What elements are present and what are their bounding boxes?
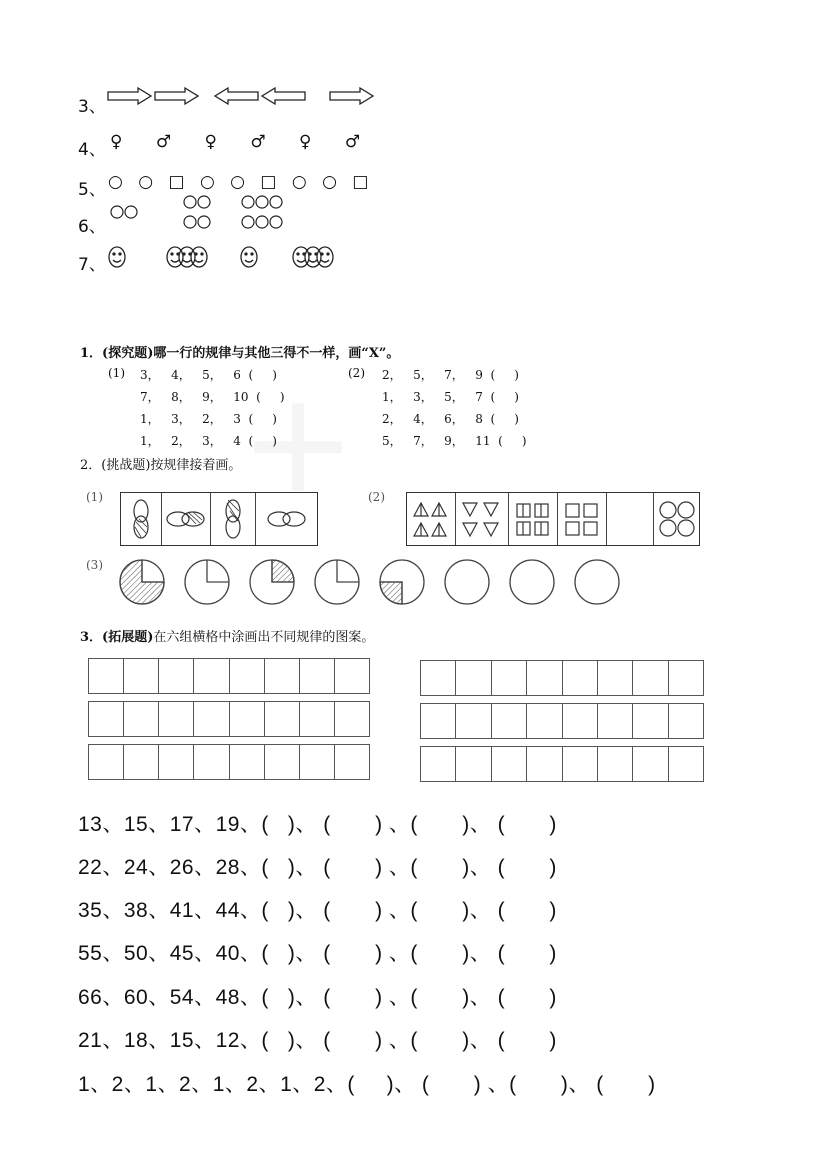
- q1-right-row: 5， 7， 9， 11 ( ): [382, 434, 527, 448]
- pattern-cell: [256, 493, 317, 545]
- q2-pattern-1-frame: [120, 492, 318, 546]
- q1-text: 哪一行的规律与其他三得不一样，画“X”。: [153, 346, 400, 361]
- sequence-row: 55、50、45、40、( )、 ( ) 、( )、 ( ): [78, 942, 557, 965]
- q1-left-label: (1): [108, 366, 125, 380]
- pattern-cell: [654, 493, 699, 545]
- pattern-cell-blank: [607, 493, 654, 545]
- pattern-cell: [121, 493, 162, 545]
- pattern-cell: [558, 493, 607, 545]
- q1-tag: (探究题): [102, 346, 154, 361]
- q1-right-row: 1， 3， 5， 7 ( ): [382, 390, 519, 404]
- gender-symbols: ♀ ♂ ♀ ♂ ♀ ♂: [110, 132, 375, 152]
- q1-left-row: 1， 2， 3， 4 ( ): [140, 434, 277, 448]
- item-7-number: 7、: [78, 255, 106, 275]
- answer-grid[interactable]: [420, 703, 704, 739]
- pie-circle: [315, 560, 359, 604]
- item-4-number: 4、: [78, 140, 106, 160]
- pie-circle: [380, 560, 424, 604]
- circle-groups: [105, 192, 295, 234]
- item-3-number: 3、: [78, 97, 106, 117]
- smiley-icon: [241, 247, 257, 267]
- left-arrow-icon: [262, 88, 305, 104]
- smiley-icon: [109, 247, 125, 267]
- q2-label-2: (2): [368, 490, 385, 504]
- sequence-row: 21、18、15、12、( )、 ( ) 、( )、 ( ): [78, 1029, 557, 1052]
- q1-left-row: 3， 4， 5， 6 ( ): [140, 368, 277, 382]
- pattern-cell: [509, 493, 558, 545]
- sequence-row: 1、2、1、2、1、2、1、2、( )、 ( ) 、( )、 ( ): [78, 1073, 656, 1096]
- item-5-number: 5、: [78, 180, 106, 200]
- q1-left-row: 7， 8， 9， 10 ( ): [140, 390, 285, 404]
- answer-grid[interactable]: [420, 660, 704, 696]
- smiley-icon: [191, 247, 207, 267]
- q3-number: 3．: [80, 630, 103, 645]
- pattern-cell: [211, 493, 256, 545]
- answer-grid[interactable]: [420, 746, 704, 782]
- answer-grid[interactable]: [88, 701, 370, 737]
- smiley-groups: [105, 244, 345, 272]
- answer-grid[interactable]: [88, 658, 370, 694]
- right-arrow-icon: [108, 88, 151, 104]
- right-arrow-icon: [330, 88, 373, 104]
- empty-circle: [510, 560, 554, 604]
- sequence-row: 13、15、17、19、( )、 ( ) 、( )、 ( ): [78, 813, 557, 836]
- pie-circle: [185, 560, 229, 604]
- smiley-icon: [317, 247, 333, 267]
- pie-circle: [250, 560, 294, 604]
- left-arrow-icon: [215, 88, 258, 104]
- q2-pattern-2-frame: [406, 492, 700, 546]
- q1-number: 1．: [80, 346, 103, 361]
- sequence-row: 35、38、41、44、( )、 ( ) 、( )、 ( ): [78, 899, 557, 922]
- pattern-cell: [162, 493, 211, 545]
- q1-right-row: 2， 5， 7， 9 ( ): [382, 368, 519, 382]
- empty-circle: [575, 560, 619, 604]
- pattern-cell: [456, 493, 509, 545]
- q2-title: 2．(挑战题)按规律接着画。: [80, 458, 242, 473]
- q2-label-3: (3): [86, 558, 103, 572]
- item-6-number: 6、: [78, 217, 106, 237]
- sequence-row: 66、60、54、48、( )、 ( ) 、( )、 ( ): [78, 986, 557, 1009]
- q3-title: [80, 626, 374, 645]
- right-arrow-icon: [155, 88, 198, 104]
- q1-left-row: 1， 3， 2， 3 ( ): [140, 412, 277, 426]
- empty-circle: [445, 560, 489, 604]
- arrow-sequence: [105, 86, 375, 106]
- q1-title: [80, 342, 399, 361]
- sequence-row: 22、24、26、28、( )、 ( ) 、( )、 ( ): [78, 856, 557, 879]
- q3-text: 在六组横格中涂画出不同规律的图案。: [153, 630, 375, 645]
- pattern-cell: [407, 493, 456, 545]
- answer-grid[interactable]: [88, 744, 370, 780]
- q3-tag: (拓展题): [102, 630, 154, 645]
- pie-circle: [120, 560, 164, 604]
- q2-label-1: (1): [86, 490, 103, 504]
- q1-right-label: (2): [348, 366, 365, 380]
- q2-pattern-3-circles: [112, 554, 632, 610]
- q1-right-row: 2， 4， 6， 8 ( ): [382, 412, 519, 426]
- circle-square-symbols: ○ ○ □ ○ ○ □ ○ ○ □: [108, 172, 374, 192]
